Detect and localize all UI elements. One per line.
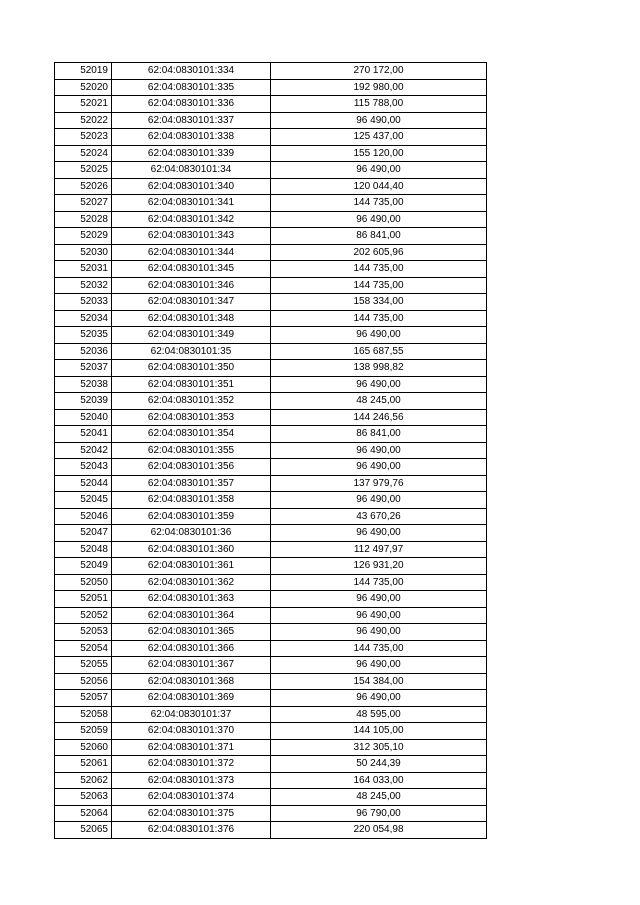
table-row (55, 211, 487, 228)
table-row (55, 508, 487, 525)
table-row (55, 591, 487, 608)
value-cell: 96 490,00 (271, 492, 487, 509)
row-number-cell: 52027 (55, 195, 112, 212)
table-row (55, 409, 487, 426)
cadastral-number-cell: 62:04:0830101:352 (112, 393, 271, 410)
value-cell: 144 735,00 (271, 640, 487, 657)
cadastral-number-cell: 62:04:0830101:364 (112, 607, 271, 624)
row-number-cell: 52062 (55, 772, 112, 789)
table-row (55, 178, 487, 195)
row-number-cell: 52061 (55, 756, 112, 773)
table-row (55, 79, 487, 96)
value-cell: 48 245,00 (271, 789, 487, 806)
row-number-cell: 52025 (55, 162, 112, 179)
row-number-cell: 52030 (55, 244, 112, 261)
table-row (55, 327, 487, 344)
value-cell: 96 490,00 (271, 112, 487, 129)
value-cell: 155 120,00 (271, 145, 487, 162)
row-number-cell: 52036 (55, 343, 112, 360)
cadastral-number-cell: 62:04:0830101:373 (112, 772, 271, 789)
table-row (55, 195, 487, 212)
row-number-cell: 52045 (55, 492, 112, 509)
value-cell: 48 595,00 (271, 706, 487, 723)
cadastral-number-cell: 62:04:0830101:37 (112, 706, 271, 723)
table-row (55, 607, 487, 624)
row-number-cell: 52048 (55, 541, 112, 558)
table-row (55, 706, 487, 723)
cadastral-number-cell: 62:04:0830101:348 (112, 310, 271, 327)
row-number-cell: 52047 (55, 525, 112, 542)
table-row (55, 558, 487, 575)
value-cell: 137 979,76 (271, 475, 487, 492)
value-cell: 202 605,96 (271, 244, 487, 261)
value-cell: 115 788,00 (271, 96, 487, 113)
value-cell: 125 437,00 (271, 129, 487, 146)
value-cell: 126 931,20 (271, 558, 487, 575)
table-row (55, 624, 487, 641)
table-row (55, 112, 487, 129)
value-cell: 270 172,00 (271, 63, 487, 80)
value-cell: 96 490,00 (271, 607, 487, 624)
value-cell: 144 735,00 (271, 261, 487, 278)
cadastral-number-cell: 62:04:0830101:370 (112, 723, 271, 740)
table-row (55, 756, 487, 773)
value-cell: 96 490,00 (271, 376, 487, 393)
cadastral-number-cell: 62:04:0830101:334 (112, 63, 271, 80)
cadastral-number-cell: 62:04:0830101:36 (112, 525, 271, 542)
row-number-cell: 52043 (55, 459, 112, 476)
value-cell: 192 980,00 (271, 79, 487, 96)
row-number-cell: 52031 (55, 261, 112, 278)
row-number-cell: 52041 (55, 426, 112, 443)
table-row (55, 426, 487, 443)
row-number-cell: 52020 (55, 79, 112, 96)
cadastral-number-cell: 62:04:0830101:371 (112, 739, 271, 756)
cadastral-number-cell: 62:04:0830101:347 (112, 294, 271, 311)
row-number-cell: 52064 (55, 805, 112, 822)
cadastral-number-cell: 62:04:0830101:369 (112, 690, 271, 707)
cadastral-number-cell: 62:04:0830101:345 (112, 261, 271, 278)
row-number-cell: 52035 (55, 327, 112, 344)
table-row (55, 822, 487, 839)
cadastral-number-cell: 62:04:0830101:366 (112, 640, 271, 657)
row-number-cell: 52058 (55, 706, 112, 723)
table-row (55, 640, 487, 657)
row-number-cell: 52051 (55, 591, 112, 608)
row-number-cell: 52032 (55, 277, 112, 294)
row-number-cell: 52019 (55, 63, 112, 80)
cadastral-number-cell: 62:04:0830101:337 (112, 112, 271, 129)
row-number-cell: 52057 (55, 690, 112, 707)
table-row (55, 739, 487, 756)
cadastral-number-cell: 62:04:0830101:340 (112, 178, 271, 195)
cadastral-number-cell: 62:04:0830101:342 (112, 211, 271, 228)
table-row (55, 492, 487, 509)
cadastral-number-cell: 62:04:0830101:357 (112, 475, 271, 492)
row-number-cell: 52053 (55, 624, 112, 641)
table-row (55, 525, 487, 542)
row-number-cell: 52021 (55, 96, 112, 113)
table-row (55, 261, 487, 278)
row-number-cell: 52049 (55, 558, 112, 575)
row-number-cell: 52055 (55, 657, 112, 674)
table-row (55, 475, 487, 492)
table-row (55, 805, 487, 822)
row-number-cell: 52052 (55, 607, 112, 624)
cadastral-number-cell: 62:04:0830101:361 (112, 558, 271, 575)
table-row (55, 162, 487, 179)
table-row (55, 789, 487, 806)
value-cell: 144 246,56 (271, 409, 487, 426)
row-number-cell: 52040 (55, 409, 112, 426)
row-number-cell: 52039 (55, 393, 112, 410)
cadastral-number-cell: 62:04:0830101:358 (112, 492, 271, 509)
table-body (55, 63, 487, 839)
row-number-cell: 52028 (55, 211, 112, 228)
value-cell: 50 244,39 (271, 756, 487, 773)
cadastral-number-cell: 62:04:0830101:362 (112, 574, 271, 591)
value-cell: 96 490,00 (271, 690, 487, 707)
row-number-cell: 52033 (55, 294, 112, 311)
row-number-cell: 52054 (55, 640, 112, 657)
table-row (55, 541, 487, 558)
value-cell: 112 497,97 (271, 541, 487, 558)
value-cell: 96 490,00 (271, 211, 487, 228)
cadastral-number-cell: 62:04:0830101:376 (112, 822, 271, 839)
row-number-cell: 52044 (55, 475, 112, 492)
value-cell: 144 735,00 (271, 310, 487, 327)
value-cell: 86 841,00 (271, 426, 487, 443)
table-row (55, 96, 487, 113)
row-number-cell: 52034 (55, 310, 112, 327)
value-cell: 220 054,98 (271, 822, 487, 839)
cadastral-number-cell: 62:04:0830101:367 (112, 657, 271, 674)
value-cell: 120 044,40 (271, 178, 487, 195)
value-cell: 96 490,00 (271, 459, 487, 476)
cadastral-number-cell: 62:04:0830101:375 (112, 805, 271, 822)
row-number-cell: 52065 (55, 822, 112, 839)
table-row (55, 360, 487, 377)
value-cell: 158 334,00 (271, 294, 487, 311)
value-cell: 144 735,00 (271, 574, 487, 591)
table-row (55, 310, 487, 327)
row-number-cell: 52042 (55, 442, 112, 459)
cadastral-number-cell: 62:04:0830101:344 (112, 244, 271, 261)
cadastral-number-cell: 62:04:0830101:354 (112, 426, 271, 443)
table-row (55, 63, 487, 80)
cadastral-number-cell: 62:04:0830101:353 (112, 409, 271, 426)
value-cell: 96 490,00 (271, 442, 487, 459)
value-cell: 312 305,10 (271, 739, 487, 756)
table-row (55, 459, 487, 476)
value-cell: 96 490,00 (271, 162, 487, 179)
cadastral-number-cell: 62:04:0830101:343 (112, 228, 271, 245)
value-cell: 96 490,00 (271, 327, 487, 344)
table-row (55, 294, 487, 311)
value-cell: 96 490,00 (271, 591, 487, 608)
row-number-cell: 52059 (55, 723, 112, 740)
cadastral-number-cell: 62:04:0830101:336 (112, 96, 271, 113)
cadastral-number-cell: 62:04:0830101:359 (112, 508, 271, 525)
cadastral-number-cell: 62:04:0830101:368 (112, 673, 271, 690)
table-row (55, 228, 487, 245)
cadastral-number-cell: 62:04:0830101:349 (112, 327, 271, 344)
table-row (55, 376, 487, 393)
cadastral-number-cell: 62:04:0830101:346 (112, 277, 271, 294)
value-cell: 144 735,00 (271, 277, 487, 294)
cadastral-number-cell: 62:04:0830101:351 (112, 376, 271, 393)
data-table (54, 62, 487, 839)
table-row (55, 393, 487, 410)
row-number-cell: 52022 (55, 112, 112, 129)
table-row (55, 574, 487, 591)
row-number-cell: 52023 (55, 129, 112, 146)
value-cell: 164 033,00 (271, 772, 487, 789)
cadastral-number-cell: 62:04:0830101:360 (112, 541, 271, 558)
table-row (55, 343, 487, 360)
table-row (55, 657, 487, 674)
cadastral-number-cell: 62:04:0830101:34 (112, 162, 271, 179)
cadastral-number-cell: 62:04:0830101:338 (112, 129, 271, 146)
row-number-cell: 52029 (55, 228, 112, 245)
row-number-cell: 52056 (55, 673, 112, 690)
value-cell: 154 384,00 (271, 673, 487, 690)
table-row (55, 690, 487, 707)
cadastral-number-cell: 62:04:0830101:339 (112, 145, 271, 162)
value-cell: 96 490,00 (271, 624, 487, 641)
cadastral-number-cell: 62:04:0830101:355 (112, 442, 271, 459)
value-cell: 144 735,00 (271, 195, 487, 212)
table-row (55, 772, 487, 789)
table-row (55, 442, 487, 459)
row-number-cell: 52046 (55, 508, 112, 525)
row-number-cell: 52024 (55, 145, 112, 162)
cadastral-number-cell: 62:04:0830101:363 (112, 591, 271, 608)
cadastral-number-cell: 62:04:0830101:335 (112, 79, 271, 96)
table-row (55, 673, 487, 690)
row-number-cell: 52037 (55, 360, 112, 377)
cadastral-number-cell: 62:04:0830101:374 (112, 789, 271, 806)
value-cell: 165 687,55 (271, 343, 487, 360)
table-row (55, 244, 487, 261)
table-row (55, 145, 487, 162)
cadastral-number-cell: 62:04:0830101:356 (112, 459, 271, 476)
table-row (55, 129, 487, 146)
value-cell: 43 670,26 (271, 508, 487, 525)
row-number-cell: 52026 (55, 178, 112, 195)
value-cell: 96 790,00 (271, 805, 487, 822)
value-cell: 96 490,00 (271, 525, 487, 542)
cadastral-number-cell: 62:04:0830101:35 (112, 343, 271, 360)
row-number-cell: 52063 (55, 789, 112, 806)
row-number-cell: 52038 (55, 376, 112, 393)
value-cell: 96 490,00 (271, 657, 487, 674)
table-row (55, 277, 487, 294)
cadastral-number-cell: 62:04:0830101:341 (112, 195, 271, 212)
cadastral-number-cell: 62:04:0830101:372 (112, 756, 271, 773)
row-number-cell: 52060 (55, 739, 112, 756)
cadastral-number-cell: 62:04:0830101:365 (112, 624, 271, 641)
value-cell: 48 245,00 (271, 393, 487, 410)
cadastral-number-cell: 62:04:0830101:350 (112, 360, 271, 377)
value-cell: 86 841,00 (271, 228, 487, 245)
row-number-cell: 52050 (55, 574, 112, 591)
value-cell: 144 105,00 (271, 723, 487, 740)
table-row (55, 723, 487, 740)
value-cell: 138 998,82 (271, 360, 487, 377)
